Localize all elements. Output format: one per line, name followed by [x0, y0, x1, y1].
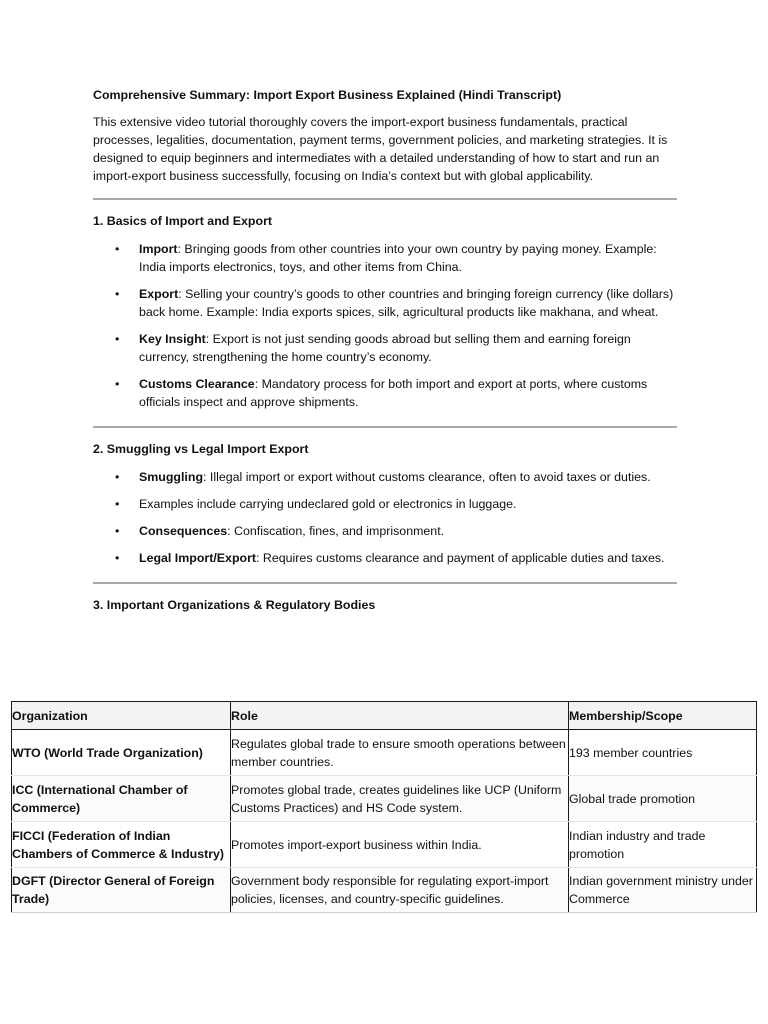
list-item [93, 468, 677, 486]
table-row [12, 822, 757, 868]
table-row [12, 776, 757, 822]
bullet-text: : Bringing goods from other countries into your own country by paying money. Example: India imports electronics, toys, and other items from China. [139, 242, 657, 274]
document-body [93, 86, 677, 614]
bullet-term: Legal Import/Export [139, 551, 257, 565]
document-title: Comprehensive Summary: Import Export Business Explained (Hindi Transcript) [93, 88, 562, 102]
table-cell: Global trade promotion [569, 776, 757, 822]
bullet-term: Consequences [139, 524, 228, 538]
section-1-heading: 1. Basics of Import and Export [93, 214, 273, 228]
section-divider [93, 198, 677, 200]
bullet-term: Export [139, 287, 179, 301]
list-item [93, 375, 677, 411]
bullet-text: : Selling your country’s goods to other countries and bringing foreign currency (like dollars) back home. Example: India exports spices, silk, agricultural products like makhana, and wheat. [139, 287, 674, 319]
table-cell: Regulates global trade to ensure smooth operations between member countries. [231, 730, 569, 776]
section-3-heading: 3. Important Organizations & Regulatory Bodies [93, 598, 376, 612]
table-cell: FICCI (Federation of Indian Chambers of Commerce & Industry) [12, 822, 231, 868]
list-item [93, 549, 677, 567]
section-divider [93, 426, 677, 428]
table-header-row [12, 702, 757, 730]
column-header: Organization [12, 702, 231, 730]
bullet-term: Import [139, 242, 178, 256]
bullet-text: Examples include carrying undeclared gold or electronics in luggage. [139, 497, 517, 511]
table-cell: Promotes import-export business within India. [231, 822, 569, 868]
table-cell: DGFT (Director General of Foreign Trade) [12, 868, 231, 913]
list-item [93, 285, 677, 321]
table-cell: WTO (World Trade Organization) [12, 730, 231, 776]
section-1-list [93, 240, 677, 411]
table-cell: Government body responsible for regulating export-import policies, licenses, and country-specific guidelines. [231, 868, 569, 913]
table-cell: Promotes global trade, creates guidelines like UCP (Uniform Customs Practices) and HS Code system. [231, 776, 569, 822]
section-2-list [93, 468, 677, 567]
table-cell: 193 member countries [569, 730, 757, 776]
table-cell: ICC (International Chamber of Commerce) [12, 776, 231, 822]
section-divider [93, 582, 677, 584]
organizations-table [11, 701, 757, 913]
bullet-text: : Export is not just sending goods abroad but selling them and earning foreign currency, strengthening the home country’s economy. [139, 332, 631, 364]
bullet-text: : Illegal import or export without customs clearance, often to avoid taxes or duties. [203, 470, 651, 484]
list-item [93, 240, 677, 276]
table-cell: Indian industry and trade promotion [569, 822, 757, 868]
bullet-term: Key Insight [139, 332, 206, 346]
section-2-heading: 2. Smuggling vs Legal Import Export [93, 442, 309, 456]
list-item [93, 330, 677, 366]
table-row [12, 868, 757, 913]
column-header: Role [231, 702, 569, 730]
bullet-term: Customs Clearance [139, 377, 255, 391]
list-item [93, 495, 677, 513]
bullet-term: Smuggling [139, 470, 204, 484]
bullet-text: : Requires customs clearance and payment of applicable duties and taxes. [256, 551, 665, 565]
column-header: Membership/Scope [569, 702, 757, 730]
bullet-text: : Mandatory process for both import and export at ports, where customs officials inspect and approve shipments. [139, 377, 648, 409]
intro-paragraph: This extensive video tutorial thoroughly covers the import-export business fundamentals, practical processes, legalities, documentation, payment terms, government policies, and marketing strategies. It is designed to equip beginners and intermediates with a detailed understanding of how to start and run an import-export business successfully, focusing on India’s context but with global applicability. [93, 115, 668, 183]
table-row [12, 730, 757, 776]
bullet-text: : Confiscation, fines, and imprisonment. [227, 524, 445, 538]
list-item [93, 522, 677, 540]
table-cell: Indian government ministry under Commerce [569, 868, 757, 913]
